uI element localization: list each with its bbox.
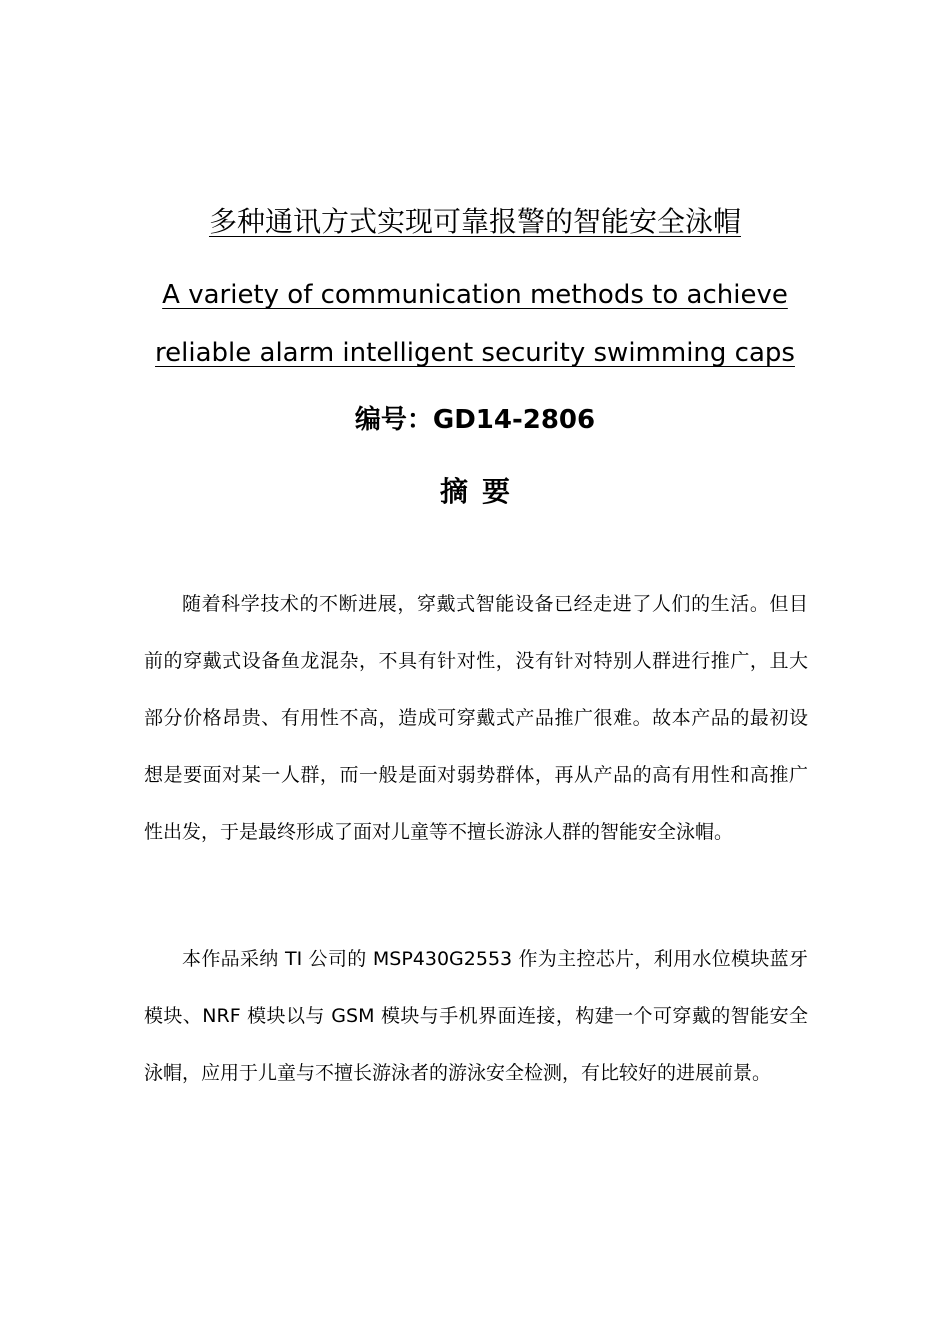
abstract-paragraph-1: 随着科学技术的不断进展，穿戴式智能设备已经走进了人们的生活。但目前的穿戴式设备鱼龙混杂，不具有针对性，没有针对特别人群进行推广，且大部分价格昂贵、有用性不高，造成可穿戴式产品推广很难。故本产品的最初设想是要面对某一人群，而一般是面对弱势群体，再从产品的高有用性和高推广性出发，于是最终形成了面对儿童等不擅长游泳人群的智能安全泳帽。 [144,593,808,843]
document-title-chinese: 多种通讯方式实现可靠报警的智能安全泳帽 [208,205,741,238]
abstract-paragraph-2: 本作品采纳 TI 公司的 MSP430G2553 作为主控芯片，利用水位模块蓝牙模块、NRF 模块以与 GSM 模块与手机界面连接，构建一个可穿戴的智能安全泳帽，应用于儿童与不擅长游泳者的游泳安全检测，有比较好的进展前景。 [144,948,808,1084]
serial-number: 编号：GD14-2806 [354,405,596,435]
abstract-heading: 摘要 [439,475,524,508]
document-title-english [100,266,850,382]
title-english-line-1: A variety of communication methods to achieve [162,280,788,310]
title-english-line-2: reliable alarm intelligent security swimming caps [155,338,795,368]
